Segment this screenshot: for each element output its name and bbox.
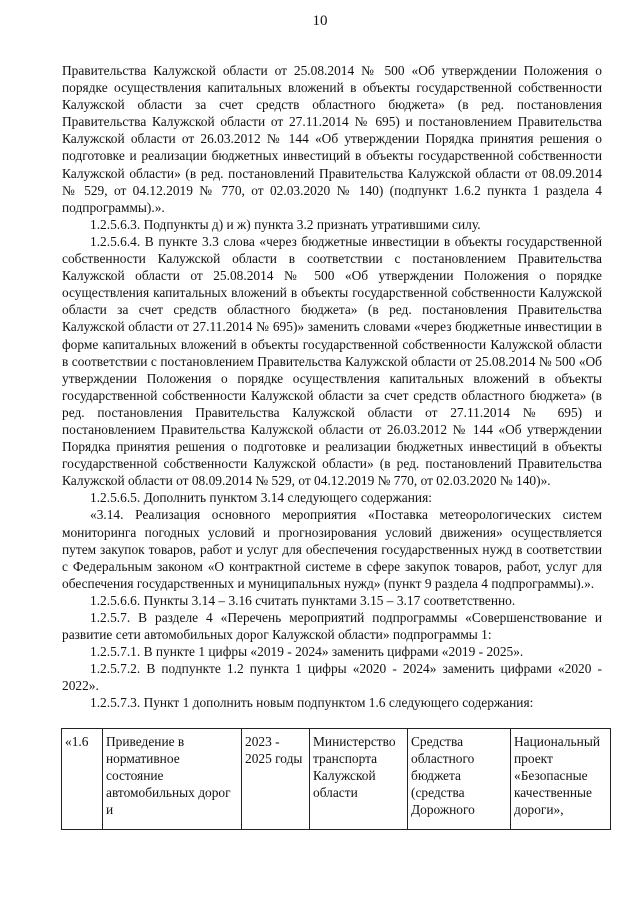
paragraph: Правительства Калужской области от 25.08.2014 № 500 «Об утверждении Положения о порядке осуществления капитальных вложений в объекты государственной собственности Калужской области за счет средств областного бюджета» (в ред. постановления Правительства Калужской области от 27.11.2014 № 695) и постановлением Правительства Калужской области от 26.03.2012 № 144 «Об утверждении Порядка принятия решения о подготовке и реализации бюджетных инвестиций в объекты государственной собственности Калужской области» (в ред. постановлений Правительства Калужской области от 08.09.2014 № 529, от 04.12.2019 № 770, от 02.03.2020 № 140) (подпункт 1.6.2 пункта 1 раздела 4 подпрограммы).». <box>62 63 602 215</box>
cell-funding-source: Средства областного бюджета (средства Дорожного <box>408 729 511 830</box>
paragraph: 1.2.5.7.1. В пункте 1 цифры «2019 - 2024» заменить цифрами «2019 - 2025». <box>90 644 524 660</box>
paragraph: 1.2.5.7.2. В подпункте 1.2 пункта 1 цифры «2020 - 2024» заменить цифрами «2020 - 2022». <box>62 661 602 694</box>
cell-activity: Приведение в нормативное состояние автомобильных дорог и <box>103 729 242 830</box>
cell-national-project: Национальный проект «Безопасные качественные дороги», <box>511 729 611 830</box>
paragraph: 1.2.5.6.6. Пункты 3.14 – 3.16 считать пунктами 3.15 – 3.17 соответственно. <box>90 592 516 608</box>
page-number: 10 <box>312 13 328 29</box>
paragraph: «3.14. Реализация основного мероприятия «Поставка метеорологических систем мониторинга погодных условий и прогнозирования условий движения» осуществляется путем закупок товаров, работ и услуг для обеспечения государственных нужд в соответствии с Федеральным законом «О контрактной системе в сфере закупок товаров, работ, услуг для обеспечения государственных и муниципальных нужд» (пункт 9 раздела 4 подпрограммы).». <box>62 507 602 591</box>
activities-table <box>61 728 611 830</box>
paragraph: 1.2.5.7.3. Пункт 1 дополнить новым подпунктом 1.6 следующего содержания: <box>90 695 534 711</box>
cell-number: «1.6 <box>62 729 103 830</box>
paragraph: 1.2.5.6.5. Дополнить пунктом 3.14 следующего содержания: <box>90 490 432 506</box>
cell-years: 2023 - 2025 годы <box>242 729 310 830</box>
paragraph: 1.2.5.7. В разделе 4 «Перечень мероприятий подпрограммы «Совершенствование и развитие сети автомобильных дорог Калужской области» подпрограммы 1: <box>62 610 602 643</box>
paragraph: 1.2.5.6.3. Подпункты д) и ж) пункта 3.2 признать утратившими силу. <box>90 216 481 232</box>
cell-executor: Министерство транспорта Калужской области <box>310 729 408 830</box>
table-row <box>62 729 611 830</box>
document-body <box>62 62 602 712</box>
paragraph: 1.2.5.6.4. В пункте 3.3 слова «через бюджетные инвестиции в объекты государственной собственности Калужской области в соответствии с постановлением Правительства Калужской области от 25.08.2014 № 500 «Об утверждении Положения о порядке осуществления капитальных вложений в объекты государственной собственности Калужской области за счет средств областного бюджета» (в ред. постановления Правительства Калужской области от 27.11.2014 № 695)» заменить словами «через бюджетные инвестиции в форме капитальных вложений в объекты государственной собственности Калужской области в соответствии с постановлением Правительства Калужской области от 25.08.2014 № 500 «Об утверждении Положения о порядке осуществления капитальных вложений в объекты государственной собственности Калужской области за счет средств областного бюджета» (в ред. постановления Правительства Калужской области от 27.11.2014 № 695) и постановлением Правительства Калужской области от 26.03.2012 № 144 «Об утверждении Порядка принятия решения о подготовке и реализации бюджетных инвестиций в объекты государственной собственности Калужской области» (в ред. постановлений Правительства Калужской области от 08.09.2014 № 529, от 04.12.2019 № 770, от 02.03.2020 № 140)». <box>62 233 602 489</box>
